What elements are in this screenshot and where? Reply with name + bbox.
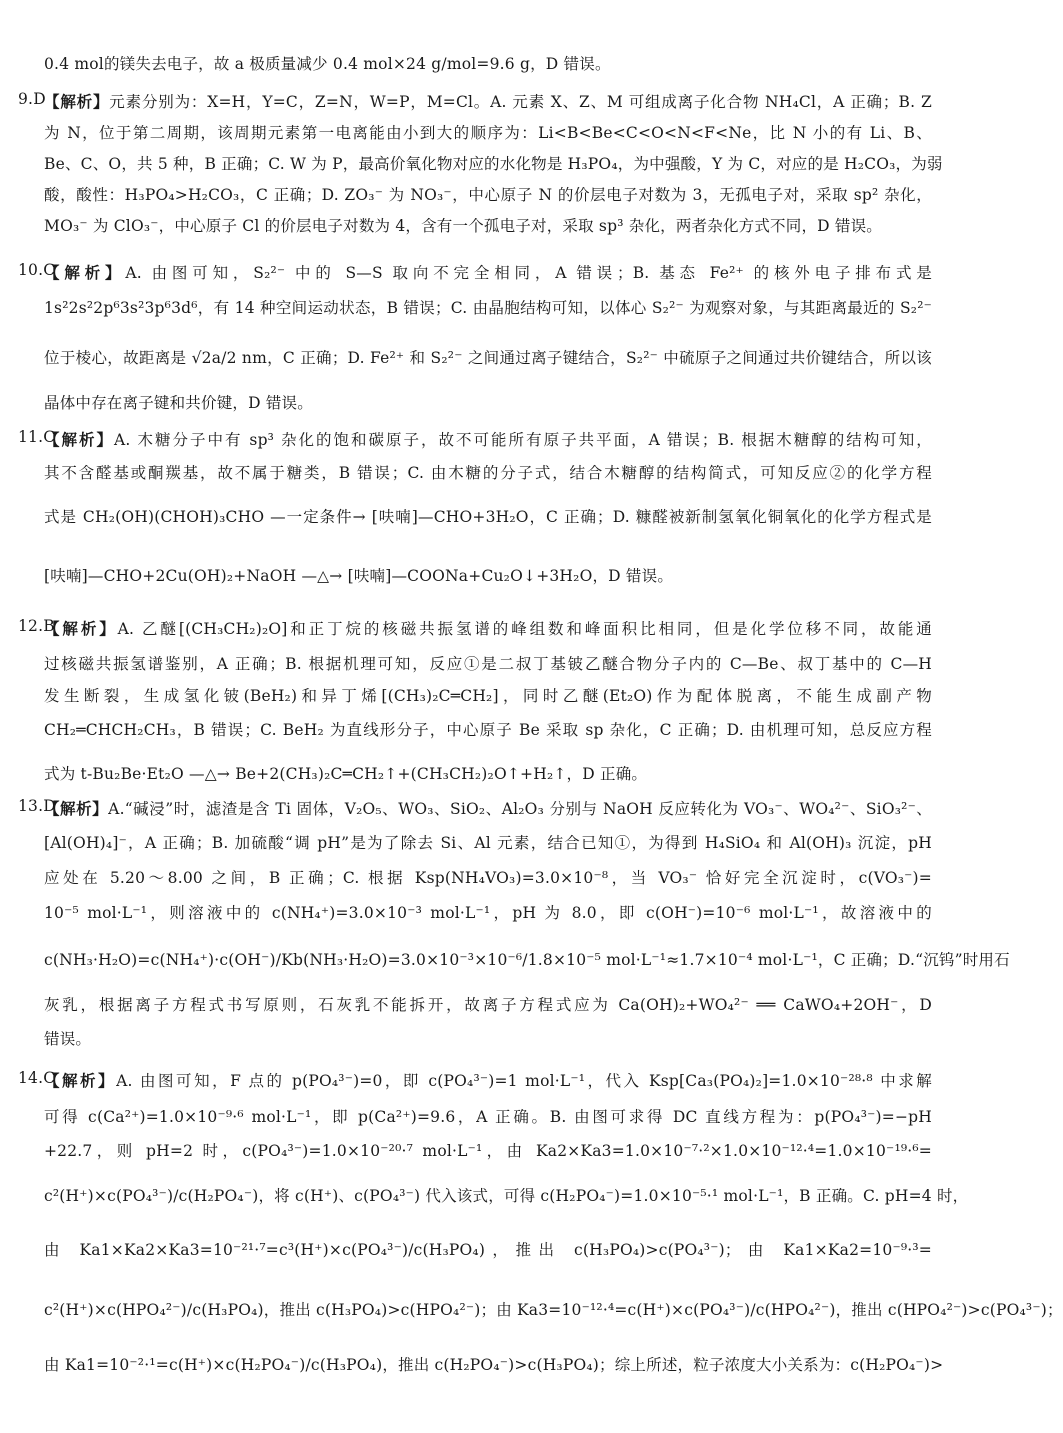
answer-13-line-5: c(NH₃·H₂O)=c(NH₄⁺)·c(OH⁻)/Kb(NH₃·H₂O)=3.0×10⁻³×10⁻⁶/1.8×10⁻⁵ mol·L⁻¹≈1.7×10⁻⁴ mol·L⁻¹，C 正确；D.“沉钨”时用石 <box>44 951 1010 969</box>
answer-14-line-6: c²(H⁺)×c(HPO₄²⁻)/c(H₃PO₄)，推出 c(H₃PO₄)>c(HPO₄²⁻)；由 Ka3=10⁻¹²·⁴=c(H⁺)×c(PO₄³⁻)/c(HPO₄²⁻)，推出 c(HPO₄²⁻)>c(PO₄³⁻)； <box>44 1301 1063 1319</box>
answer-14-line-7: 由 Ka1=10⁻²·¹=c(H⁺)×c(H₂PO₄⁻)/c(H₃PO₄)，推出 c(H₂PO₄⁻)>c(H₃PO₄)；综上所述，粒子浓度大小关系为：c(H₂PO₄⁻)> <box>44 1356 944 1374</box>
question-number: 11.C <box>18 428 56 446</box>
answer-11-line-2: 其不含醛基或酮羰基，故不属于糖类，B 错误；C. 由木糖的分子式，结合木糖醇的结构简式，可知反应②的化学方程 <box>44 464 932 482</box>
answer-14-line-5: 由 Ka1×Ka2×Ka3=10⁻²¹·⁷=c³(H⁺)×c(PO₄³⁻)/c(H₃PO₄)，推出 c(H₃PO₄)>c(PO₄³⁻)；由 Ka1×Ka2=10⁻⁹·³= <box>44 1241 932 1259</box>
answer-9-line-3: Be、C、O，共 5 种，B 正确；C. W 为 P，最高价氧化物对应的水化物是 H₃PO₄，为中强酸，Y 为 C，对应的是 H₂CO₃，为弱 <box>44 155 943 173</box>
answer-13-line-6: 灰乳，根据离子方程式书写原则，石灰乳不能拆开，故离子方程式应为 Ca(OH)₂+WO₄²⁻ ══ CaWO₄+2OH⁻，D <box>44 996 932 1014</box>
answer-11-line-3: 式是 CH₂(OH)(CHOH)₃CHO —一定条件→ [呋喃]—CHO+3H₂O，C 正确；D. 糠醛被新制氢氧化铜氧化的化学方程式是 <box>44 508 932 526</box>
answer-14-line-3: +22.7，则 pH=2 时，c(PO₄³⁻)=1.0×10⁻²⁰·⁷ mol·L⁻¹，由 Ka2×Ka3=1.0×10⁻⁷·²×1.0×10⁻¹²·⁴=1.0×10⁻¹⁹·⁶= <box>44 1142 932 1160</box>
answer-12-line-2: 过核磁共振氢谱鉴别，A 正确；B. 根据机理可知，反应①是二叔丁基铍乙醚合物分子内的 C—Be、叔丁基中的 C—H <box>44 655 932 673</box>
text-line-continuation: 0.4 mol的镁失去电子，故 a 极质量减少 0.4 mol×24 g/mol=9.6 g，D 错误。 <box>44 55 611 73</box>
question-number: 13.D <box>18 797 56 815</box>
answer-9-line-5: MO₃⁻ 为 ClO₃⁻，中心原子 Cl 的价层电子对数为 4，含有一个孤电子对，采取 sp³ 杂化，两者杂化方式不同，D 错误。 <box>44 217 883 235</box>
answer-13-line-2: [Al(OH)₄]⁻，A 正确；B. 加硫酸“调 pH”是为了除去 Si、Al 元素，结合已知①，为得到 H₄SiO₄ 和 Al(OH)₃ 沉淀，pH <box>44 834 932 852</box>
analysis-tag: 【解析】 <box>44 264 126 282</box>
answer-14-line-4: c²(H⁺)×c(PO₄³⁻)/c(H₂PO₄⁻)，将 c(H⁺)、c(PO₄³⁻) 代入该式，可得 c(H₂PO₄⁻)=1.0×10⁻⁵·¹ mol·L⁻¹，B 正确。C. pH=4 时， <box>44 1187 969 1205</box>
analysis-tag: 【解析】 <box>44 620 118 638</box>
answer-13-line-4: 10⁻⁵ mol·L⁻¹，则溶液中的 c(NH₄⁺)=3.0×10⁻³ mol·L⁻¹，pH 为 8.0，即 c(OH⁻)=10⁻⁶ mol·L⁻¹，故溶液中的 <box>44 904 932 922</box>
answer-12-line-1: 12.B 【解析】A. 乙醚[(CH₃CH₂)₂O]和正丁烷的核磁共振氢谱的峰组数和峰面积比相同，但是化学位移不同，故能通 <box>18 617 932 638</box>
answer-9-line-2: 为 N，位于第二周期，该周期元素第一电离能由小到大的顺序为：Li<B<Be<C<O<N<F<Ne，比 N 小的有 Li、B、 <box>44 124 932 142</box>
answer-13-line-1: 13.D 【解析】A.“碱浸”时，滤渣是含 Ti 固体，V₂O₅、WO₃、SiO₂、Al₂O₃ 分别与 NaOH 反应转化为 VO₃⁻、WO₄²⁻、SiO₃²⁻、 <box>18 797 932 818</box>
question-number: 9.D <box>18 90 46 108</box>
answer-10-line-2: 1s²2s²2p⁶3s²3p⁶3d⁶，有 14 种空间运动状态，B 错误；C. 由晶胞结构可知，以体心 S₂²⁻ 为观察对象，与其距离最近的 S₂²⁻ <box>44 299 932 317</box>
question-number: 12.B <box>18 617 55 635</box>
answer-12-line-3: 发生断裂，生成氢化铍(BeH₂)和异丁烯[(CH₃)₂C═CH₂]，同时乙醚(Et₂O)作为配体脱离，不能生成副产物 <box>44 687 932 705</box>
answer-11-line-4: [呋喃]—CHO+2Cu(OH)₂+NaOH —△→ [呋喃]—COONa+Cu₂O↓+3H₂O，D 错误。 <box>44 567 674 585</box>
answer-13-line-3: 应处在 5.20～8.00 之间，B 正确；C. 根据 Ksp(NH₄VO₃)=3.0×10⁻⁸，当 VO₃⁻ 恰好完全沉淀时，c(VO₃⁻)= <box>44 869 932 887</box>
answer-12-line-5: 式为 t-Bu₂Be·Et₂O —△→ Be+2(CH₃)₂C═CH₂↑+(CH₃CH₂)₂O↑+H₂↑，D 正确。 <box>44 765 648 783</box>
answer-10-line-4: 晶体中存在离子键和共价键，D 错误。 <box>44 394 313 412</box>
answer-9-line-4: 酸，酸性：H₃PO₄>H₂CO₃，C 正确；D. ZO₃⁻ 为 NO₃⁻，中心原子 N 的价层电子对数为 3，无孤电子对，采取 sp² 杂化， <box>44 186 932 204</box>
analysis-tag: 【解析】 <box>44 431 115 449</box>
answer-11-line-1: 11.C 【解析】A. 木糖分子中有 sp³ 杂化的饱和碳原子，故不可能所有原子共平面，A 错误；B. 根据木糖醇的结构可知， <box>18 428 932 449</box>
answer-9-line-1: 9.D 【解析】元素分别为：X=H，Y=C，Z=N，W=P，M=Cl。A. 元素 X、Z、M 可组成离子化合物 NH₄Cl，A 正确；B. Z <box>18 90 932 111</box>
answer-12-line-4: CH₂═CHCH₂CH₃，B 错误；C. BeH₂ 为直线形分子，中心原子 Be 采取 sp 杂化，C 正确；D. 由机理可知，总反应方程 <box>44 721 932 739</box>
question-number: 14.C <box>18 1069 56 1087</box>
answer-10-line-1: 10.C 【解析】A. 由图可知，S₂²⁻ 中的 S—S 取向不完全相同，A 错误；B. 基态 Fe²⁺ 的核外电子排布式是 <box>18 261 932 282</box>
analysis-tag: 【解析】 <box>44 800 109 818</box>
analysis-tag: 【解析】 <box>44 93 110 111</box>
answer-13-line-7: 错误。 <box>44 1030 92 1048</box>
analysis-tag: 【解析】 <box>44 1072 117 1090</box>
answer-10-line-3: 位于棱心，故距离是 √2a/2 nm，C 正确；D. Fe²⁺ 和 S₂²⁻ 之间通过离子键结合，S₂²⁻ 中硫原子之间通过共价键结合，所以该 <box>44 349 932 367</box>
answer-14-line-1: 14.C 【解析】A. 由图可知，F 点的 p(PO₄³⁻)=0，即 c(PO₄³⁻)=1 mol·L⁻¹，代入 Ksp[Ca₃(PO₄)₂]=1.0×10⁻²⁸·⁸ 中求解 <box>18 1069 932 1090</box>
answer-14-line-2: 可得 c(Ca²⁺)=1.0×10⁻⁹·⁶ mol·L⁻¹，即 p(Ca²⁺)=9.6，A 正确。B. 由图可求得 DC 直线方程为：p(PO₄³⁻)=−pH <box>44 1108 932 1126</box>
question-number: 10.C <box>18 261 56 279</box>
